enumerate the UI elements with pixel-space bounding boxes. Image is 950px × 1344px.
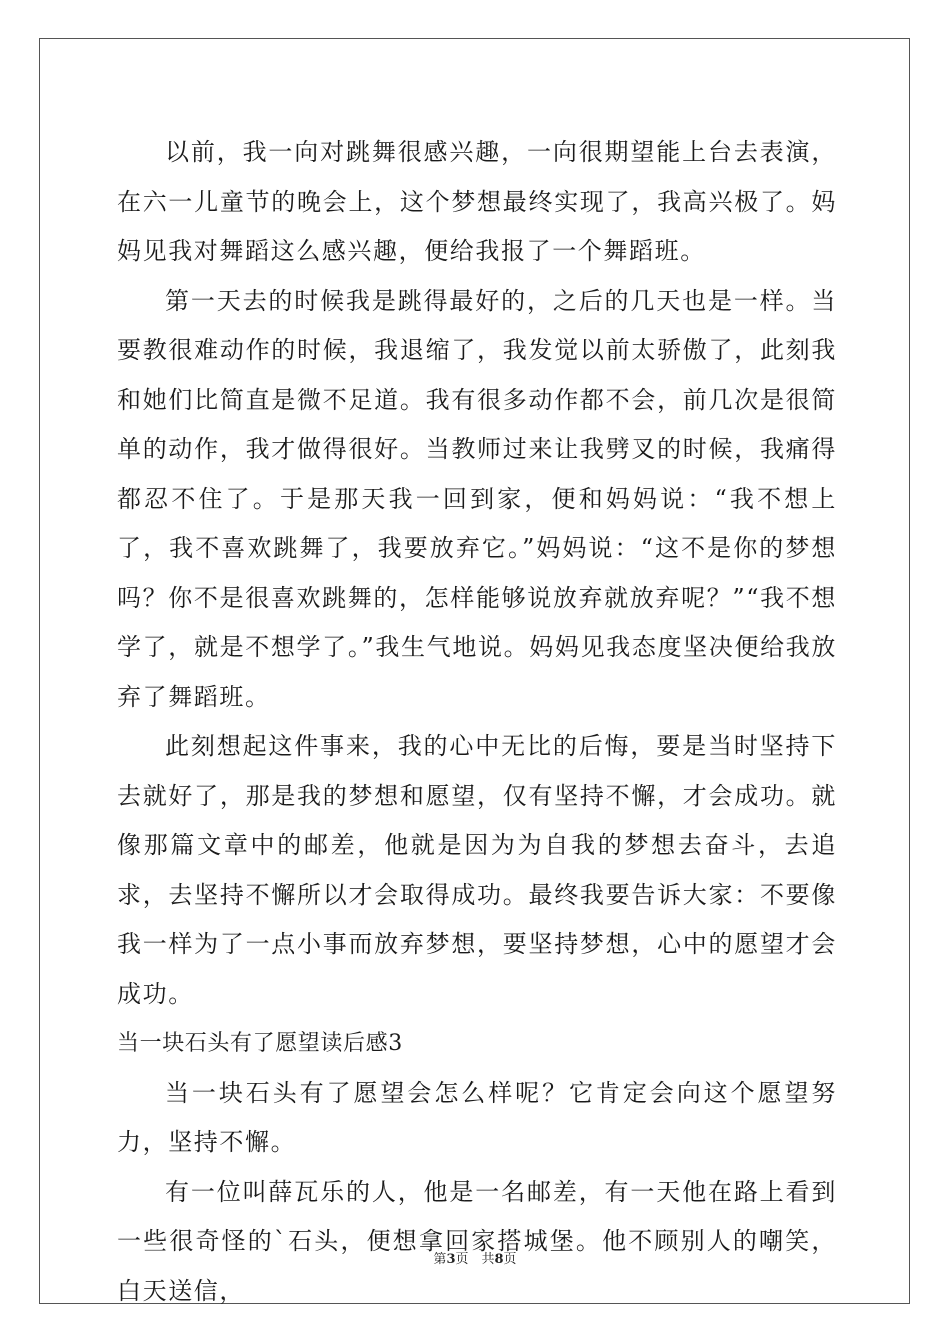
paragraph: 此刻想起这件事来，我的心中无比的后悔，要是当时坚持下去就好了，那是我的梦想和愿望，仅有坚持不懈，才会成功。就像那篇文章中的邮差，他就是因为为自我的梦想去奋斗，去追求，去坚持不懈所以才会取得成功。最终我要告诉大家：不要像我一样为了一点小事而放弃梦想，要坚持梦想，心中的愿望才会成功。 — [117, 732, 837, 1008]
footer-page-number: 3 — [446, 1252, 456, 1267]
section-heading: 当一块石头有了愿望读后感3 — [117, 1031, 403, 1056]
document-body — [117, 128, 837, 1316]
paragraph: 以前，我一向对跳舞很感兴趣，一向很期望能上台去表演，在六一儿童节的晚会上，这个梦想最终实现了，我高兴极了。妈妈见我对舞蹈这么感兴趣，便给我报了一个舞蹈班。 — [117, 138, 837, 265]
footer-mid: 页 共 — [455, 1252, 495, 1267]
footer-total-pages: 8 — [494, 1252, 504, 1267]
paragraph: 有一位叫薛瓦乐的人，他是一名邮差，有一天他在路上看到一些很奇怪的`石头，便想拿回家搭城堡。他不顾别人的嘲笑，白天送信， — [117, 1177, 837, 1305]
paragraph: 第一天去的时候我是跳得最好的，之后的几天也是一样。当要教很难动作的时候，我退缩了，我发觉以前太骄傲了，此刻我和她们比简直是微不足道。我有很多动作都不会，前几次是很简单的动作，我才做得很好。当教师过来让我劈叉的时候，我痛得都忍不住了。于是那天我一回到家，便和妈妈说：“我不想上了，我不喜欢跳舞了，我要放弃它。”妈妈说：“这不是你的梦想吗？你不是很喜欢跳舞的，怎样能够说放弃就放弃呢？”“我不想学了，就是不想学了。”我生气地说。妈妈见我态度坚决便给我放弃了舞蹈班。 — [117, 286, 837, 711]
paragraph: 当一块石头有了愿望会怎么样呢？它肯定会向这个愿望努力，坚持不懈。 — [117, 1078, 837, 1156]
footer-prefix: 第 — [433, 1252, 447, 1267]
page-footer — [0, 1248, 950, 1267]
footer-suffix: 页 — [503, 1252, 517, 1267]
